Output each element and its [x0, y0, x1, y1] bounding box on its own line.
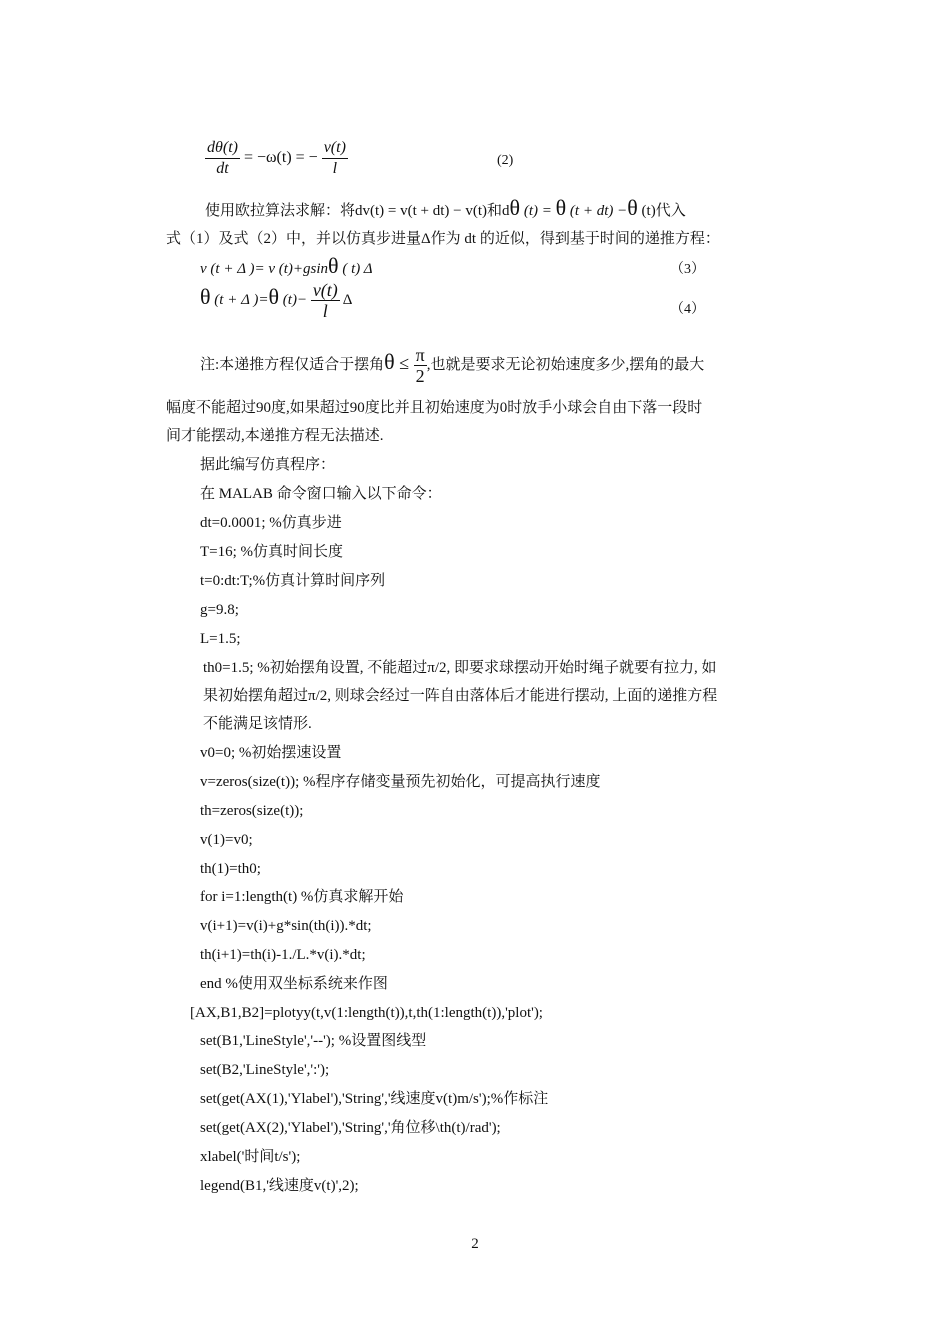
equation-middle: = −ω(t) = −: [243, 149, 318, 167]
equation-number: (2): [497, 153, 514, 168]
text-segment: (t) =: [520, 203, 556, 219]
text-segment: v (t + Δ )= v (t)+gsin: [200, 261, 329, 277]
theta-symbol: θ: [268, 283, 280, 309]
fraction-numerator: π: [415, 345, 425, 366]
code-line: dt=0.0001; %仿真步进: [200, 515, 342, 531]
theta-symbol: θ: [200, 283, 211, 309]
code-line: T=16; %仿真时间长度: [200, 544, 344, 560]
code-line: set(get(AX(1),'Ylabel'),'String','线速度v(t)m/s');%作标注: [200, 1091, 549, 1107]
equation-2: [205, 138, 348, 179]
code-line: 果初始摆角超过π/2, 则球会经过一阵自由落体后才能进行摆动, 上面的递推方程: [203, 688, 718, 704]
code-line: [AX,B1,B2]=plotyy(t,v(1:length(t)),t,th(1:length(t)),'plot');: [190, 1005, 543, 1021]
code-line: v=zeros(size(t)); %程序存储变量预先初始化，可提高执行速度: [200, 774, 601, 790]
code-line: set(B1,'LineStyle','--'); %设置图线型: [200, 1033, 427, 1049]
code-line: legend(B1,'线速度v(t)',2);: [200, 1178, 359, 1194]
fraction-denominator: l: [332, 160, 338, 177]
equation-number: （3）: [670, 262, 705, 277]
code-line: set(get(AX(2),'Ylabel'),'String','角位移\th(t)/rad');: [200, 1120, 501, 1136]
fraction-denominator: dt: [216, 160, 229, 177]
text-segment: (t + Δ )=: [210, 291, 269, 308]
code-line: v0=0; %初始摆速设置: [200, 745, 342, 761]
text-segment: 使用欧拉算法求解：将dv(t) = v(t + dt) − v(t)和d: [205, 203, 510, 219]
code-line: g=9.8;: [200, 602, 239, 618]
text-segment: 注:本递推方程仅适合于摆角: [200, 357, 385, 373]
code-line: v(1)=v0;: [200, 832, 253, 848]
theta-symbol: θ: [384, 349, 395, 374]
code-line: for i=1:length(t) %仿真求解开始: [200, 889, 404, 905]
text-segment: ,也就是要求无论初始速度多少,摆角的最大: [426, 357, 705, 373]
equation-number: （4）: [670, 302, 705, 317]
text-line: 间才能摆动,本递推方程无法描述.: [166, 428, 384, 444]
code-line: th0=1.5; %初始摆角设置, 不能超过π/2, 即要求球摆动开始时绳子就要有拉力, 如: [203, 660, 717, 676]
fraction-numerator: v(t): [312, 280, 338, 300]
text-segment: Δ: [342, 291, 353, 308]
fraction: [414, 345, 427, 386]
code-line: t=0:dt:T;%仿真计算时间序列: [200, 573, 386, 589]
theta-symbol: θ: [555, 195, 567, 220]
text-line: 在 MALAB 命令窗口输入以下命令：: [200, 486, 442, 502]
text-line: 据此编写仿真程序：: [200, 457, 336, 473]
fraction-numerator: v(t): [322, 138, 348, 159]
fraction: [311, 280, 340, 321]
text-segment: ( t) Δ: [338, 261, 373, 277]
text-line: [205, 195, 686, 221]
code-line: xlabel('时间t/s');: [200, 1149, 301, 1165]
fraction-numerator: dθ(t): [205, 138, 240, 159]
code-line: th(1)=th0;: [200, 861, 261, 877]
code-line: L=1.5;: [200, 631, 241, 647]
text-segment: (t)代入: [637, 203, 686, 219]
text-line: 式（1）及式（2）中，并以仿真步进量Δ作为 dt 的近似，得到基于时间的递推方程：: [166, 231, 720, 247]
note-line: [200, 340, 704, 387]
page-number: 2: [471, 1236, 479, 1252]
fraction: [322, 138, 348, 179]
code-line: th(i+1)=th(i)-1./L.*v(i).*dt;: [200, 947, 366, 963]
leq-symbol: ≤: [394, 353, 414, 373]
code-line: 不能满足该情形.: [203, 716, 312, 732]
code-line: set(B2,'LineStyle',':');: [200, 1062, 330, 1078]
equation-4: [200, 280, 352, 321]
text-line: 幅度不能超过90度,如果超过90度比并且初始速度为0时放手小球会自由下落一段时: [166, 400, 703, 416]
fraction-denominator: l: [322, 301, 328, 321]
code-line: v(i+1)=v(i)+g*sin(th(i)).*dt;: [200, 918, 372, 934]
theta-symbol: θ: [509, 195, 521, 220]
code-line: th=zeros(size(t));: [200, 803, 304, 819]
equation-3: [200, 253, 373, 279]
theta-symbol: θ: [328, 253, 339, 278]
fraction-denominator: 2: [415, 366, 425, 387]
code-line: end %使用双坐标系统来作图: [200, 976, 388, 992]
theta-symbol: θ: [627, 195, 638, 220]
text-segment: (t + dt) −: [566, 203, 628, 219]
text-segment: (t)−: [279, 291, 308, 308]
fraction: [205, 138, 240, 179]
